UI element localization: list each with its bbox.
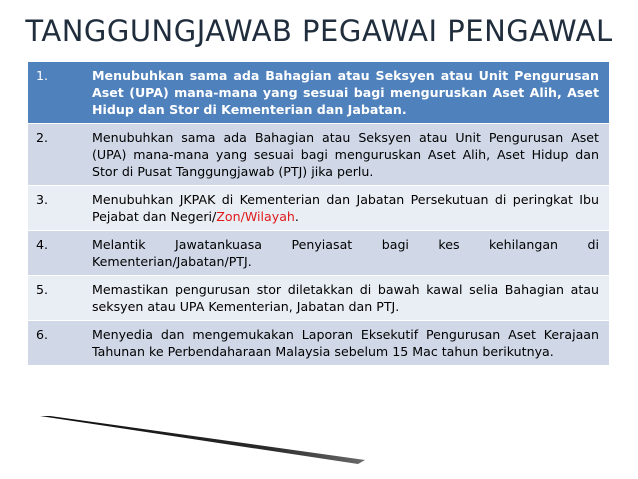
row-text-start: Menubuhkan JKPAK di Kementerian dan Jabatan Persekutuan di peringkat Ibu Pejabat dan Negeri/ (92, 192, 599, 224)
table-row (28, 321, 609, 366)
table-row (28, 124, 609, 186)
table-row (28, 186, 609, 231)
row-text: Menyedia dan mengemukakan Laporan Eksekutif Pengurusan Aset Kerajaan Tahunan ke Perbendaharaan Malaysia sebelum 15 Mac tahun berikutnya. (84, 321, 609, 366)
row-text-end: . (294, 209, 299, 224)
row-text: Menubuhkan sama ada Bahagian atau Seksyen atau Unit Pengurusan Aset (UPA) mana-mana yang sesuai bagi menguruskan Aset Alih, Aset Hidup dan Stor di Pusat Tanggungjawab (PTJ) jika perlu. (84, 124, 609, 186)
row-text: Melantik Jawatankuasa Penyiasat bagi kes kehilangan di Kementerian/Jabatan/PTJ. (84, 231, 609, 276)
row-number: 6. (28, 321, 84, 366)
row-text-content: Menubuhkan sama ada Bahagian atau Seksyen atau Unit Pengurusan Aset (UPA) mana-mana yang sesuai bagi menguruskan Aset Alih, Aset Hidup dan Stor di Kementerian dan Jabatan. (92, 68, 599, 117)
row-text (84, 186, 609, 231)
row-number: 2. (28, 124, 84, 186)
row-number: 3. (28, 186, 84, 231)
slide-title: TANGGUNGJAWAB PEGAWAI PENGAWAL (25, 14, 613, 48)
row-number: 4. (28, 231, 84, 276)
table-row (28, 276, 609, 321)
decorative-swoosh (40, 416, 370, 466)
table-row (28, 231, 609, 276)
row-text-highlight: Zon/Wilayah (216, 209, 295, 224)
responsibilities-table (28, 62, 609, 366)
row-text: Memastikan pengurusan stor diletakkan di bawah kawal selia Bahagian atau seksyen atau UPA Kementerian, Jabatan dan PTJ. (84, 276, 609, 321)
table-row (28, 62, 609, 124)
row-number: 5. (28, 276, 84, 321)
row-number: 1. (28, 62, 84, 124)
row-text (84, 62, 609, 124)
